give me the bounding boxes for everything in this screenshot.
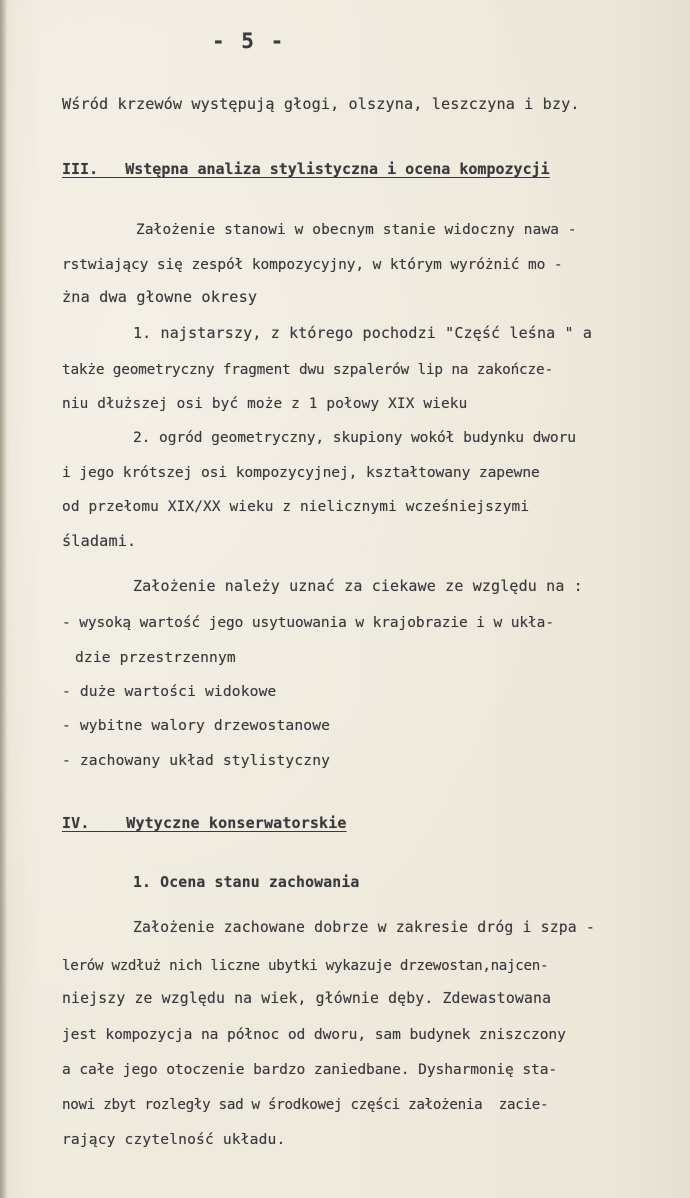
list-item: - zachowany układ stylistyczny [62,752,331,769]
section-heading-iii: III. Wstępna analiza stylistyczna i ocena kompozycji [62,160,550,178]
text-line: Założenie zachowane dobrze w zakresie dróg i szpa - [133,919,595,936]
text-line: nowi zbyt rozległy sad w środkowej części założenia zacie- [62,1097,549,1113]
list-item: - wysoką wartość jego usytuowania w krajobrazie i w ukła- [62,615,554,631]
text-line: niejszy ze względu na wiek, głównie dęby. Zdewastowana [62,990,552,1007]
text-line: 1. najstarszy, z którego pochodzi "Część leśna " a [133,324,593,342]
list-item: - wybitne walory drzewostanowe [62,717,331,734]
section-heading-iv: IV. Wytyczne konserwatorskie [62,814,347,832]
text-line: rający czytelność układu. [62,1131,286,1148]
text-line: od przełomu XIX/XX wieku z nielicznymi wcześniejszymi [62,499,530,515]
text-line: Wśród krzewów występują głogi, olszyna, leszczyna i bzy. [62,95,580,113]
text-line: żna dwa głowne okresy [62,288,258,306]
list-item: - duże wartości widokowe [62,683,277,700]
text-line: i jego krótszej osi kompozycyjnej, kształtowany zapewne [62,464,540,481]
subsection-heading: 1. Ocena stanu zachowania [133,874,360,891]
page-number: - 5 - [212,29,286,53]
text-line: lerów wzdłuż nich liczne ubytki wykazuje drzewostan,najcen- [62,958,549,974]
list-item-continuation: dzie przestrzennym [75,649,236,666]
text-line: jest kompozycja na północ od dworu, sam budynek zniszczony [62,1026,566,1043]
text-line: rstwiający się zespół kompozycyjny, w którym wyróżnić mo - [62,257,563,273]
text-line: także geometryczny fragment dwu szpalerów lip na zakończe- [62,362,553,378]
text-line: śladami. [62,532,137,550]
text-line: a całe jego otoczenie bardzo zaniedbane. Dysharmonię sta- [62,1061,558,1078]
text-line: niu dłuższej osi być może z 1 połowy XIX wieku [62,396,468,412]
text-line: Założenie stanowi w obecnym stanie widoczny nawa - [136,222,577,238]
text-line: 2. ogród geometryczny, skupiony wokół budynku dworu [133,429,576,446]
page-edge-shadow [0,0,7,1198]
text-line: Założenie należy uznać za ciekawe ze względu na : [133,577,583,595]
